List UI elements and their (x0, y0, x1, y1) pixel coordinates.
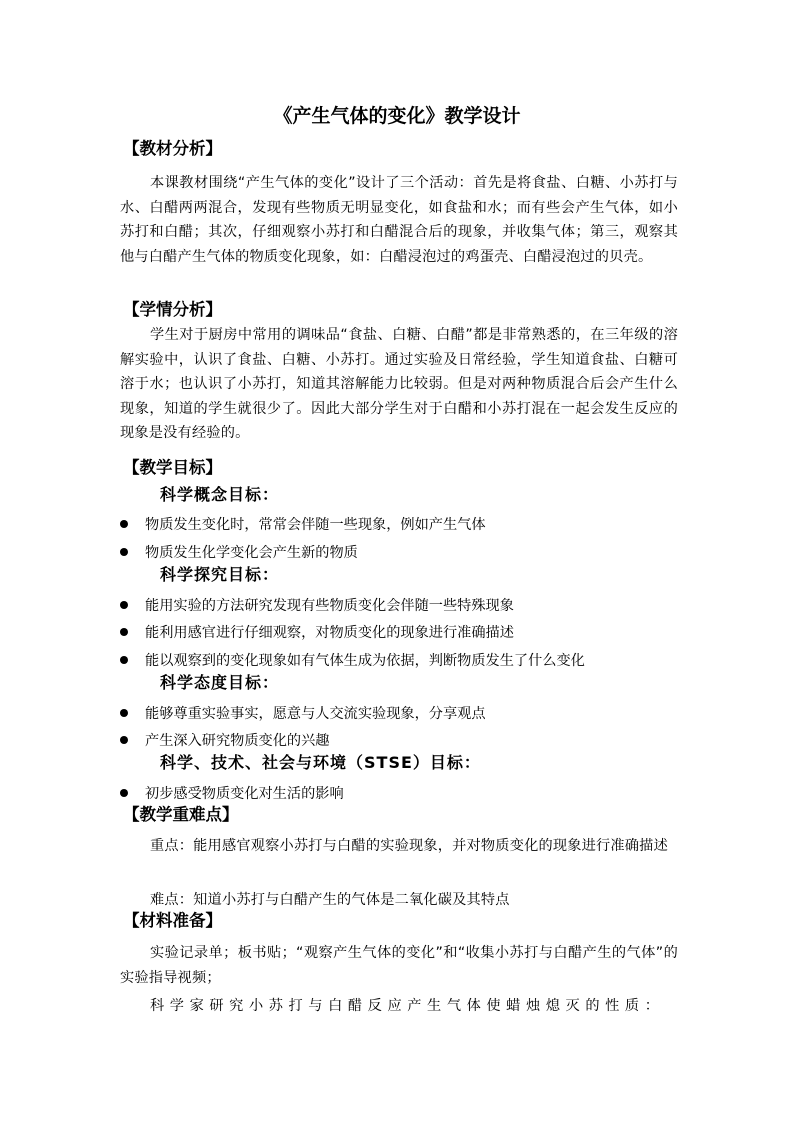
list-item: 物质发生化学变化会产生新的物质 (120, 542, 358, 564)
bullet-icon (120, 520, 128, 528)
materials-last-line: 科学家研究小苏打与白醋反应产生气体使蜡烛熄灭的性质： (150, 998, 665, 1014)
list-item: 能利用感官进行仔细观察，对物质变化的现象进行准确描述 (120, 622, 514, 644)
section-heading-goals: 【教学目标】 (123, 458, 222, 477)
goal-title-stse: 科学、技术、社会与环境（STSE）目标： (160, 753, 481, 772)
goal-title-inquiry: 科学探究目标： (160, 565, 280, 584)
goal-title-concept: 科学概念目标： (160, 485, 280, 504)
bullet-icon (120, 789, 128, 797)
keypoint-key: 重点：能用感官观察小苏打与白醋的实验现象，并对物质变化的现象进行准确描述 (150, 838, 668, 854)
bullet-icon (120, 628, 128, 636)
bullet-icon (120, 709, 128, 717)
keypoint-difficult: 难点：知道小苏打与白醋产生的气体是二氧化碳及其特点 (150, 892, 510, 908)
bullet-icon (120, 601, 128, 609)
students-paragraph: 学生对于厨房中常用的调味品“食盐、白糖、白醋”都是非常熟悉的，在三年级的溶解实验中，认识了食盐、白糖、小苏打。通过实验及日常经验，学生知道食盐、白糖可溶于水；也认识了小苏打，知道其溶解能力比较弱。但是对两种物质混合后会产生什么现象，知道的学生就很少了。因此大部分学生对于白醋和小苏打混在一起会发生反应的现象是没有经验的。 (120, 327, 678, 441)
bullet-icon (120, 548, 128, 556)
materials-paragraph: 实验记录单；板书贴；“观察产生气体的变化”和“收集小苏打与白醋产生的气体”的实验指导视频； (120, 945, 678, 986)
list-item: 初步感受物质变化对生活的影响 (120, 783, 344, 805)
section-heading-keypoints: 【教学重难点】 (123, 805, 239, 824)
list-item: 产生深入研究物质变化的兴趣 (120, 730, 329, 752)
section-heading-students: 【学情分析】 (123, 300, 222, 319)
section-heading-materials: 【材料准备】 (123, 911, 222, 930)
bullet-icon (120, 736, 128, 744)
section-heading-textbook: 【教材分析】 (123, 139, 222, 158)
list-item: 能够尊重实验事实，愿意与人交流实验现象，分享观点 (120, 703, 486, 725)
bullet-icon (120, 656, 128, 664)
list-item: 物质发生变化时，常常会伴随一些现象，例如产生气体 (120, 514, 486, 536)
list-item: 能用实验的方法研究发现有些物质变化会伴随一些特殊现象 (120, 595, 514, 617)
textbook-paragraph: 本课教材围绕“产生气体的变化”设计了三个活动：首先是将食盐、白糖、小苏打与水、白醋两两混合，发现有些物质无明显变化，如食盐和水；而有些会产生气体，如小苏打和白醋；其次，仔细观察小苏打和白醋混合后的现象，并收集气体；第三，观察其他与白醋产生气体的物质变化现象，如：白醋浸泡过的鸡蛋壳、白醋浸泡过的贝壳。 (120, 175, 678, 265)
list-item: 能以观察到的变化现象如有气体生成为依据，判断物质发生了什么变化 (120, 650, 585, 672)
document-title: 《产生气体的变化》教学设计 (273, 105, 521, 127)
goal-title-attitude: 科学态度目标： (160, 673, 280, 692)
